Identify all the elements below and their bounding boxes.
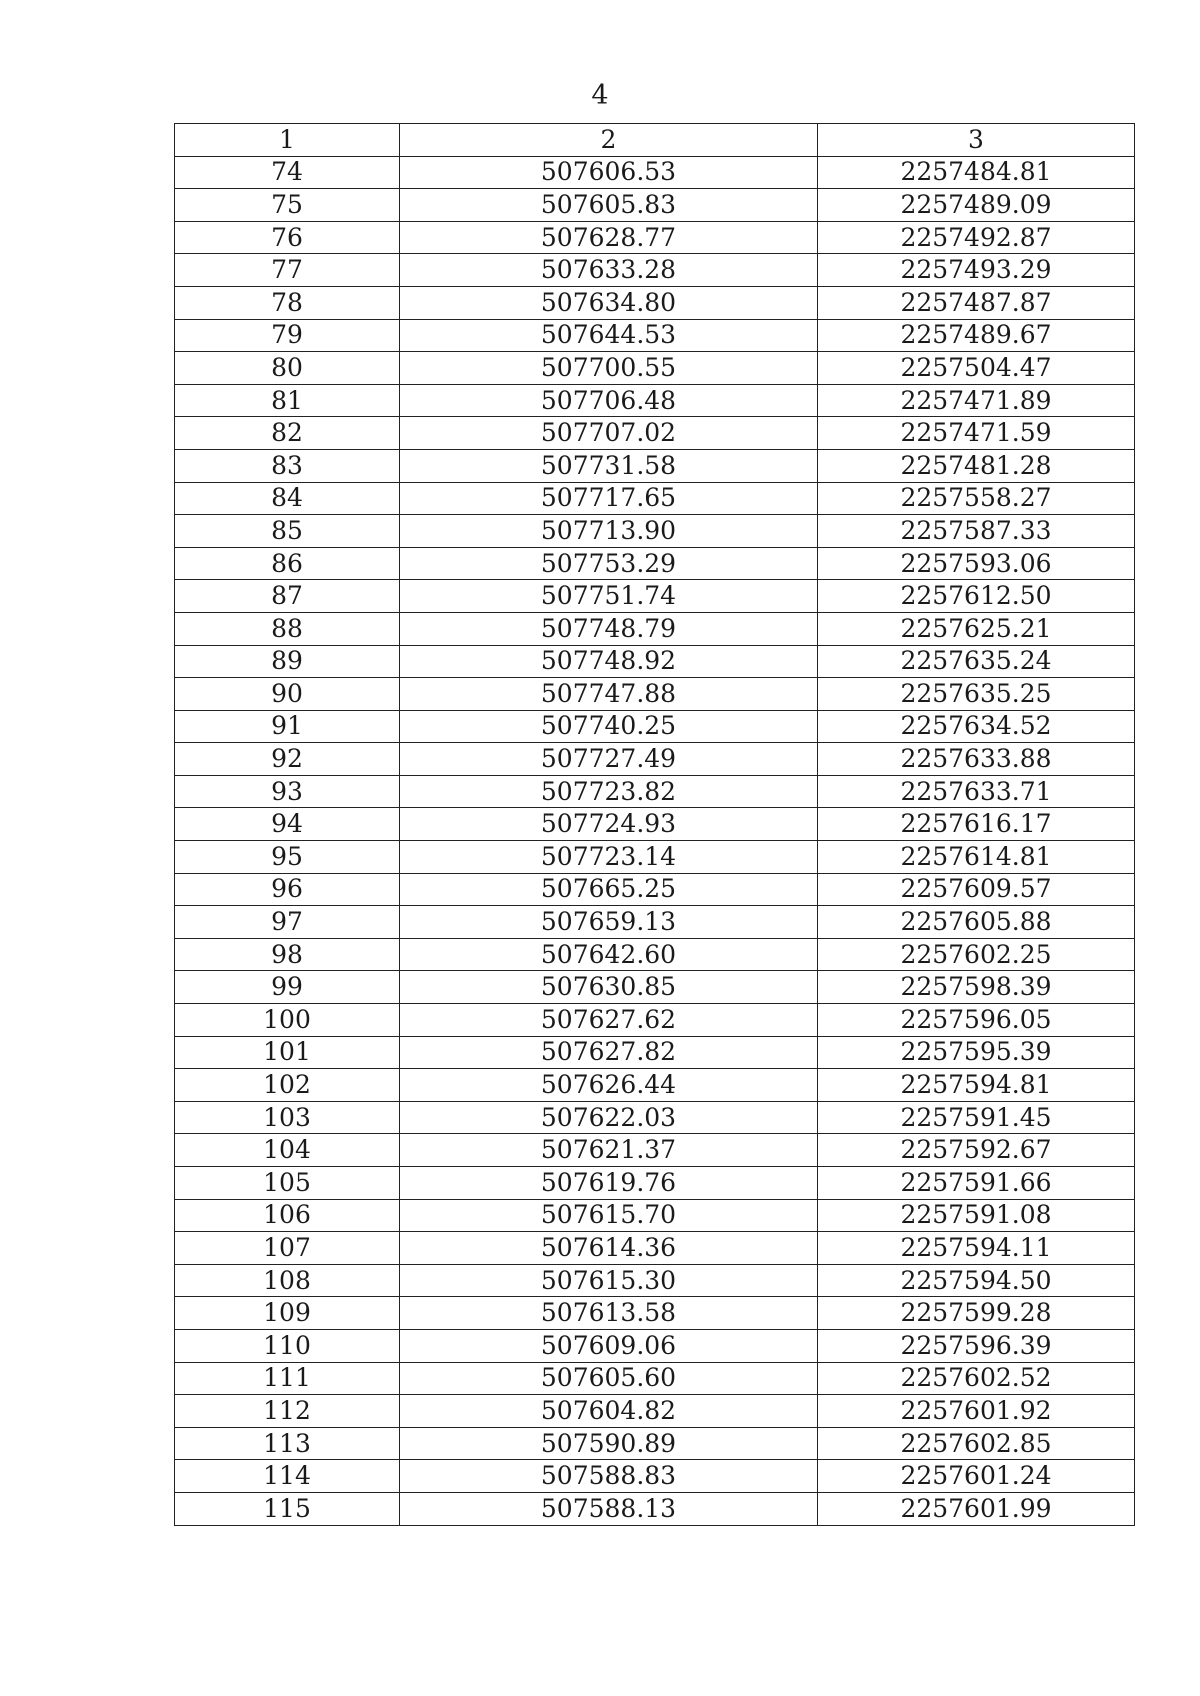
point-number-cell: 98 bbox=[175, 938, 400, 971]
table-row bbox=[175, 1101, 1135, 1134]
coordinate-y-cell: 2257591.08 bbox=[818, 1199, 1135, 1232]
table-row bbox=[175, 1134, 1135, 1167]
table-row bbox=[175, 189, 1135, 222]
table-row bbox=[175, 1069, 1135, 1102]
coordinate-y-cell: 2257616.17 bbox=[818, 808, 1135, 841]
table-row bbox=[175, 971, 1135, 1004]
coordinate-y-cell: 2257489.67 bbox=[818, 319, 1135, 352]
point-number-cell: 85 bbox=[175, 515, 400, 548]
coordinate-x-cell: 507627.62 bbox=[400, 1004, 818, 1037]
point-number-cell: 107 bbox=[175, 1232, 400, 1265]
point-number-cell: 97 bbox=[175, 906, 400, 939]
coordinate-x-cell: 507615.30 bbox=[400, 1264, 818, 1297]
point-number-cell: 84 bbox=[175, 482, 400, 515]
table-row bbox=[175, 286, 1135, 319]
coordinates-table bbox=[174, 123, 1135, 1526]
point-number-cell: 81 bbox=[175, 384, 400, 417]
coordinate-x-cell: 507707.02 bbox=[400, 417, 818, 450]
point-number-cell: 111 bbox=[175, 1362, 400, 1395]
coordinate-y-cell: 2257634.52 bbox=[818, 710, 1135, 743]
point-number-cell: 113 bbox=[175, 1427, 400, 1460]
coordinate-y-cell: 2257484.81 bbox=[818, 156, 1135, 189]
point-number-cell: 103 bbox=[175, 1101, 400, 1134]
table-row bbox=[175, 938, 1135, 971]
table-row bbox=[175, 841, 1135, 874]
point-number-cell: 75 bbox=[175, 189, 400, 222]
point-number-cell: 112 bbox=[175, 1395, 400, 1428]
coordinate-y-cell: 2257598.39 bbox=[818, 971, 1135, 1004]
point-number-cell: 96 bbox=[175, 873, 400, 906]
table-row bbox=[175, 645, 1135, 678]
coordinate-x-cell: 507644.53 bbox=[400, 319, 818, 352]
coordinate-y-cell: 2257487.87 bbox=[818, 286, 1135, 319]
table-row bbox=[175, 1492, 1135, 1525]
table-row bbox=[175, 319, 1135, 352]
coordinate-x-cell: 507622.03 bbox=[400, 1101, 818, 1134]
coordinate-y-cell: 2257592.67 bbox=[818, 1134, 1135, 1167]
coordinate-y-cell: 2257635.25 bbox=[818, 678, 1135, 711]
point-number-cell: 89 bbox=[175, 645, 400, 678]
coordinate-y-cell: 2257558.27 bbox=[818, 482, 1135, 515]
coordinate-x-cell: 507588.83 bbox=[400, 1460, 818, 1493]
point-number-cell: 82 bbox=[175, 417, 400, 450]
point-number-cell: 108 bbox=[175, 1264, 400, 1297]
table-row bbox=[175, 612, 1135, 645]
table-row bbox=[175, 515, 1135, 548]
point-number-cell: 114 bbox=[175, 1460, 400, 1493]
coordinate-x-cell: 507740.25 bbox=[400, 710, 818, 743]
coordinate-y-cell: 2257633.88 bbox=[818, 743, 1135, 776]
coordinate-x-cell: 507713.90 bbox=[400, 515, 818, 548]
coordinate-y-cell: 2257489.09 bbox=[818, 189, 1135, 222]
point-number-cell: 110 bbox=[175, 1329, 400, 1362]
coordinate-x-cell: 507628.77 bbox=[400, 221, 818, 254]
point-number-cell: 95 bbox=[175, 841, 400, 874]
point-number-cell: 91 bbox=[175, 710, 400, 743]
table-row bbox=[175, 580, 1135, 613]
coordinate-y-cell: 2257594.11 bbox=[818, 1232, 1135, 1265]
coordinate-y-cell: 2257601.92 bbox=[818, 1395, 1135, 1428]
coordinate-x-cell: 507665.25 bbox=[400, 873, 818, 906]
coordinate-y-cell: 2257601.24 bbox=[818, 1460, 1135, 1493]
coordinate-y-cell: 2257633.71 bbox=[818, 775, 1135, 808]
coordinate-y-cell: 2257591.66 bbox=[818, 1167, 1135, 1200]
coordinate-x-cell: 507609.06 bbox=[400, 1329, 818, 1362]
coordinate-y-cell: 2257594.81 bbox=[818, 1069, 1135, 1102]
table-row bbox=[175, 417, 1135, 450]
coordinate-x-cell: 507627.82 bbox=[400, 1036, 818, 1069]
coordinate-y-cell: 2257471.89 bbox=[818, 384, 1135, 417]
coordinate-x-cell: 507723.14 bbox=[400, 841, 818, 874]
coordinate-x-cell: 507731.58 bbox=[400, 449, 818, 482]
point-number-cell: 77 bbox=[175, 254, 400, 287]
coordinate-x-cell: 507659.13 bbox=[400, 906, 818, 939]
table-row bbox=[175, 221, 1135, 254]
point-number-cell: 99 bbox=[175, 971, 400, 1004]
coordinate-x-cell: 507727.49 bbox=[400, 743, 818, 776]
point-number-cell: 76 bbox=[175, 221, 400, 254]
column-header-2: 2 bbox=[400, 124, 818, 157]
coordinate-y-cell: 2257599.28 bbox=[818, 1297, 1135, 1330]
coordinate-y-cell: 2257602.25 bbox=[818, 938, 1135, 971]
table-row bbox=[175, 1036, 1135, 1069]
table-row bbox=[175, 547, 1135, 580]
table-row bbox=[175, 1329, 1135, 1362]
coordinate-y-cell: 2257504.47 bbox=[818, 352, 1135, 385]
coordinate-x-cell: 507748.79 bbox=[400, 612, 818, 645]
point-number-cell: 92 bbox=[175, 743, 400, 776]
coordinate-y-cell: 2257594.50 bbox=[818, 1264, 1135, 1297]
table-row bbox=[175, 906, 1135, 939]
table-row bbox=[175, 384, 1135, 417]
coordinate-x-cell: 507633.28 bbox=[400, 254, 818, 287]
table-row bbox=[175, 1167, 1135, 1200]
coordinate-x-cell: 507613.58 bbox=[400, 1297, 818, 1330]
coordinate-x-cell: 507606.53 bbox=[400, 156, 818, 189]
coordinate-x-cell: 507630.85 bbox=[400, 971, 818, 1004]
coordinate-x-cell: 507717.65 bbox=[400, 482, 818, 515]
coordinate-x-cell: 507588.13 bbox=[400, 1492, 818, 1525]
coordinate-x-cell: 507724.93 bbox=[400, 808, 818, 841]
coordinates-table-container bbox=[174, 123, 1134, 1526]
column-header-1: 1 bbox=[175, 124, 400, 157]
coordinate-y-cell: 2257635.24 bbox=[818, 645, 1135, 678]
point-number-cell: 105 bbox=[175, 1167, 400, 1200]
coordinate-y-cell: 2257625.21 bbox=[818, 612, 1135, 645]
coordinate-x-cell: 507642.60 bbox=[400, 938, 818, 971]
coordinate-y-cell: 2257481.28 bbox=[818, 449, 1135, 482]
point-number-cell: 83 bbox=[175, 449, 400, 482]
coordinate-x-cell: 507615.70 bbox=[400, 1199, 818, 1232]
point-number-cell: 78 bbox=[175, 286, 400, 319]
coordinate-y-cell: 2257601.99 bbox=[818, 1492, 1135, 1525]
coordinate-y-cell: 2257602.52 bbox=[818, 1362, 1135, 1395]
point-number-cell: 93 bbox=[175, 775, 400, 808]
table-row bbox=[175, 1264, 1135, 1297]
coordinate-x-cell: 507706.48 bbox=[400, 384, 818, 417]
table-row bbox=[175, 1297, 1135, 1330]
table-row bbox=[175, 710, 1135, 743]
coordinate-x-cell: 507751.74 bbox=[400, 580, 818, 613]
coordinate-x-cell: 507700.55 bbox=[400, 352, 818, 385]
page-number: 4 bbox=[591, 80, 609, 111]
coordinate-y-cell: 2257492.87 bbox=[818, 221, 1135, 254]
table-header-row bbox=[175, 124, 1135, 157]
table-row bbox=[175, 352, 1135, 385]
point-number-cell: 102 bbox=[175, 1069, 400, 1102]
coordinate-x-cell: 507605.83 bbox=[400, 189, 818, 222]
coordinate-y-cell: 2257614.81 bbox=[818, 841, 1135, 874]
table-row bbox=[175, 254, 1135, 287]
table-row bbox=[175, 1395, 1135, 1428]
coordinate-y-cell: 2257612.50 bbox=[818, 580, 1135, 613]
table-row bbox=[175, 449, 1135, 482]
coordinate-y-cell: 2257471.59 bbox=[818, 417, 1135, 450]
table-row bbox=[175, 1004, 1135, 1037]
table-row bbox=[175, 1232, 1135, 1265]
point-number-cell: 104 bbox=[175, 1134, 400, 1167]
point-number-cell: 80 bbox=[175, 352, 400, 385]
coordinate-y-cell: 2257596.05 bbox=[818, 1004, 1135, 1037]
point-number-cell: 74 bbox=[175, 156, 400, 189]
coordinate-y-cell: 2257591.45 bbox=[818, 1101, 1135, 1134]
table-row bbox=[175, 482, 1135, 515]
table-row bbox=[175, 1460, 1135, 1493]
table-row bbox=[175, 808, 1135, 841]
point-number-cell: 109 bbox=[175, 1297, 400, 1330]
table-row bbox=[175, 873, 1135, 906]
table-row bbox=[175, 775, 1135, 808]
coordinate-y-cell: 2257593.06 bbox=[818, 547, 1135, 580]
coordinate-x-cell: 507747.88 bbox=[400, 678, 818, 711]
coordinate-y-cell: 2257605.88 bbox=[818, 906, 1135, 939]
column-header-3: 3 bbox=[818, 124, 1135, 157]
table-row bbox=[175, 1427, 1135, 1460]
point-number-cell: 90 bbox=[175, 678, 400, 711]
coordinate-x-cell: 507753.29 bbox=[400, 547, 818, 580]
point-number-cell: 115 bbox=[175, 1492, 400, 1525]
coordinate-y-cell: 2257493.29 bbox=[818, 254, 1135, 287]
coordinate-x-cell: 507748.92 bbox=[400, 645, 818, 678]
point-number-cell: 88 bbox=[175, 612, 400, 645]
coordinate-x-cell: 507723.82 bbox=[400, 775, 818, 808]
point-number-cell: 94 bbox=[175, 808, 400, 841]
coordinate-x-cell: 507621.37 bbox=[400, 1134, 818, 1167]
coordinate-x-cell: 507634.80 bbox=[400, 286, 818, 319]
coordinate-x-cell: 507626.44 bbox=[400, 1069, 818, 1102]
point-number-cell: 101 bbox=[175, 1036, 400, 1069]
point-number-cell: 100 bbox=[175, 1004, 400, 1037]
coordinate-x-cell: 507605.60 bbox=[400, 1362, 818, 1395]
coordinate-y-cell: 2257602.85 bbox=[818, 1427, 1135, 1460]
table-row bbox=[175, 1362, 1135, 1395]
point-number-cell: 79 bbox=[175, 319, 400, 352]
coordinate-x-cell: 507604.82 bbox=[400, 1395, 818, 1428]
table-row bbox=[175, 1199, 1135, 1232]
coordinate-y-cell: 2257609.57 bbox=[818, 873, 1135, 906]
coordinate-x-cell: 507619.76 bbox=[400, 1167, 818, 1200]
coordinate-y-cell: 2257587.33 bbox=[818, 515, 1135, 548]
point-number-cell: 86 bbox=[175, 547, 400, 580]
coordinate-x-cell: 507590.89 bbox=[400, 1427, 818, 1460]
table-body bbox=[175, 124, 1135, 1526]
coordinate-y-cell: 2257596.39 bbox=[818, 1329, 1135, 1362]
table-row bbox=[175, 678, 1135, 711]
table-row bbox=[175, 743, 1135, 776]
coordinate-x-cell: 507614.36 bbox=[400, 1232, 818, 1265]
table-row bbox=[175, 156, 1135, 189]
coordinate-y-cell: 2257595.39 bbox=[818, 1036, 1135, 1069]
point-number-cell: 87 bbox=[175, 580, 400, 613]
point-number-cell: 106 bbox=[175, 1199, 400, 1232]
